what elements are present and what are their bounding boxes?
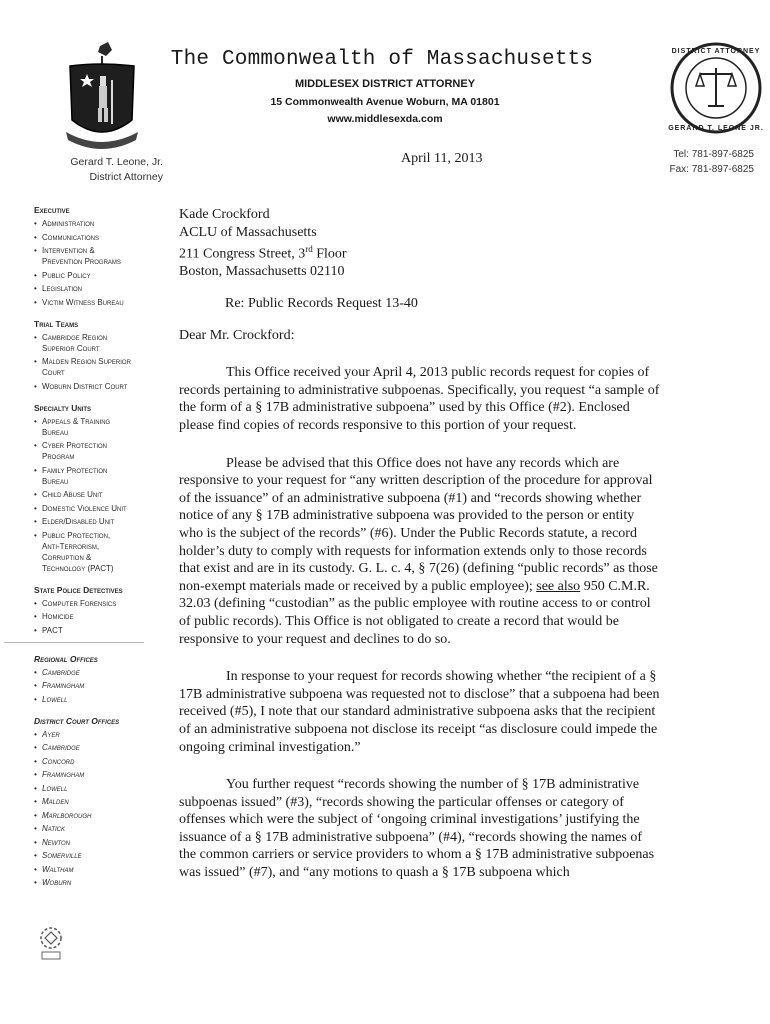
sidebar-item: • Concord — [34, 756, 179, 767]
sidebar-heading-regional-offices: Regional Offices — [34, 653, 98, 664]
sidebar-item: • Somerville — [34, 850, 179, 861]
sidebar-item-text: Prevention Programs — [42, 257, 121, 266]
sidebar-item: • PACT — [34, 625, 179, 636]
svg-text:DISTRICT ATTORNEY: DISTRICT ATTORNEY — [671, 48, 761, 55]
sidebar-item: • Administration — [34, 218, 179, 229]
sidebar-item-text: Superior Court — [42, 343, 100, 353]
recipient-street-number: 211 Congress Street, 3 — [179, 246, 306, 262]
sidebar-item — [34, 530, 179, 574]
sidebar-item: • Elder/Disabled Unit — [34, 516, 179, 527]
paragraph-2 — [179, 455, 661, 649]
recipient-street — [179, 241, 661, 263]
sidebar-item: • Woburn District Court — [34, 381, 179, 392]
sidebar-item-text: Cyber Protection — [42, 441, 108, 450]
letter-date: April 11, 2013 — [401, 151, 483, 166]
sidebar-item-text: Anti-Terrorism, — [42, 541, 100, 551]
sidebar-item: • Malden — [34, 796, 179, 807]
sidebar-item: • Lowell — [34, 783, 179, 794]
sidebar-item: • Cambridge — [34, 667, 179, 678]
sidebar-item: • Homicide — [34, 611, 179, 622]
sidebar-divider — [4, 642, 144, 643]
letterhead-title: The Commonwealth of Massachusetts — [170, 48, 594, 71]
sidebar-item-text: Program — [42, 452, 75, 461]
sidebar-heading-trial-teams: Trial Teams — [34, 318, 79, 329]
sidebar-item — [34, 465, 179, 487]
sidebar-heading-specialty-units: Specialty Units — [34, 402, 92, 413]
recipient-street-floor: Floor — [312, 246, 347, 262]
paragraph-3: In response to your request for records showing whether “the recipient of a § 17B administrative subpoena was requested not to disclose” that a subpoena had been received (#5), I note that our standard administrative subpoena asks that the recipient of an administrative subpoena not disclose its receipt “as disclosure could impede the ongoing criminal investigation.” — [179, 669, 660, 755]
sidebar-item — [34, 332, 179, 354]
sidebar-item-text: Technology (PACT) — [42, 563, 114, 573]
district-attorney-name: Gerard T. Leone, Jr. — [70, 156, 163, 168]
sidebar-heading-district-court-offices: District Court Offices — [34, 715, 120, 726]
sidebar-item-text: Public Protection, — [42, 530, 111, 540]
letter-body — [179, 206, 661, 882]
sidebar-heading-executive: Executive — [34, 205, 70, 215]
subject-line: Re: Public Records Request 13-40 — [225, 296, 418, 312]
sidebar-item-text: Corruption & — [42, 552, 92, 562]
sidebar-item: • Communications — [34, 232, 179, 243]
sidebar-item: • Marlborough — [34, 810, 179, 821]
sidebar-item: • Woburn — [34, 877, 179, 888]
district-attorney-seal-logo — [668, 40, 768, 136]
sidebar-item-text: Intervention & — [42, 246, 95, 255]
paragraph-1: This Office received your April 4, 2013 public records request for copies of records pertaining to administrative subpoenas. Specifically, you request “a sample of the form of a § 17B administrative subpoena” used by this Office (#2). Enclosed please find copies of records responsive to this portion of your request. — [179, 365, 660, 433]
contact-numbers — [636, 147, 754, 177]
office-website: www.middlesexda.com — [327, 113, 443, 125]
sidebar-item-text: Bureau — [42, 476, 69, 486]
svg-text:GERARD T. LEONE JR.: GERARD T. LEONE JR. — [668, 125, 764, 132]
office-name: MIDDLESEX DISTRICT ATTORNEY — [294, 78, 476, 90]
salutation: Dear Mr. Crockford: — [179, 327, 295, 343]
sidebar-item: • Public Policy — [34, 270, 179, 281]
sidebar-item: • Computer Forensics — [34, 598, 179, 609]
sidebar-item: • Lowell — [34, 694, 179, 705]
sidebar-item: • Natick — [34, 823, 179, 834]
district-attorney-title: District Attorney — [89, 171, 163, 183]
sidebar-item — [34, 440, 179, 462]
sidebar-item-text: Malden Region Superior — [42, 357, 131, 366]
sidebar-item: • Child Abuse Unit — [34, 489, 179, 500]
sidebar-item: • Waltham — [34, 864, 179, 875]
paragraph-2-text-b: 950 C.M.R. 32.03 (defining “custodian” as the public employee with routine access to or control of public records). This Office is not obligated to create a record that would be responsive to your request and declines to do so. — [179, 578, 651, 647]
sidebar-item-text: Appeals & Training — [42, 416, 111, 426]
sidebar-heading-state-police: State Police Detectives — [34, 584, 123, 595]
office-directory-sidebar — [34, 205, 179, 891]
sidebar-item: • Legislation — [34, 283, 179, 294]
recipient-address — [179, 206, 661, 281]
sidebar-item: • Framingham — [34, 680, 179, 691]
recipient-city: Boston, Massachusetts 02110 — [179, 264, 345, 280]
sidebar-item — [34, 245, 179, 267]
see-also-citation: see also — [536, 578, 581, 594]
paragraph-2-text-a: Please be advised that this Office does not have any records which are responsive to your request for “any written description of the procedure for approval of the issuance” of an administrative subpoena (#1) and “records showing whether notice of any § 17B administrative subpoena was provided to the person or entity who is the subject of the records” (#6). Under the Public Records statute, a record holder’s duty to comply with requests for information extends only to those records that exist and are in its custody. G. L. c. 4, § 7(26) (defining “public records” as those non-exempt materials made or received by a public employee); — [179, 455, 658, 594]
sidebar-item-text: Family Protection — [42, 465, 108, 475]
sidebar-item-text: Bureau — [42, 427, 69, 437]
sidebar-item: • Victim Witness Bureau — [34, 297, 179, 308]
recipient-street-suffix: rd — [305, 244, 313, 255]
paragraph-4: You further request “records showing the number of § 17B administrative subpoenas issued” (#3), “records showing the particular offenses or category of offenses which were the subject of ‘ongoing criminal investigations’ justifying the issuance of a § 17B administrative subpoena” (#4), “records showing the names of the common carriers or service providers to whom a § 17B administrative subpoenas was issued” (#7), and “any motions to quash a § 17B subpoena which — [179, 777, 655, 881]
fax-number: Fax: 781-897-6825 — [669, 164, 754, 175]
sidebar-item-text: Court — [42, 368, 65, 377]
telephone-number: Tel: 781-897-6825 — [673, 149, 754, 160]
recipient-name: Kade Crockford — [179, 207, 270, 222]
sidebar-item-text: Cambridge Region — [42, 332, 108, 342]
recipient-organization: ACLU of Massachusetts — [179, 224, 317, 240]
sidebar-item: • Ayer — [34, 729, 179, 740]
sidebar-item — [34, 356, 179, 378]
district-attorney-name-block — [38, 155, 163, 185]
sidebar-item — [34, 416, 179, 438]
recycle-stamp-icon — [36, 924, 66, 964]
sidebar-item: • Cambridge — [34, 742, 179, 753]
sidebar-item: • Framingham — [34, 769, 179, 780]
office-address: 15 Commonwealth Avenue Woburn, MA 01801 — [270, 96, 500, 108]
state-seal-logo — [62, 40, 142, 160]
sidebar-item: • Newton — [34, 837, 179, 848]
sidebar-item: • Domestic Violence Unit — [34, 503, 179, 514]
